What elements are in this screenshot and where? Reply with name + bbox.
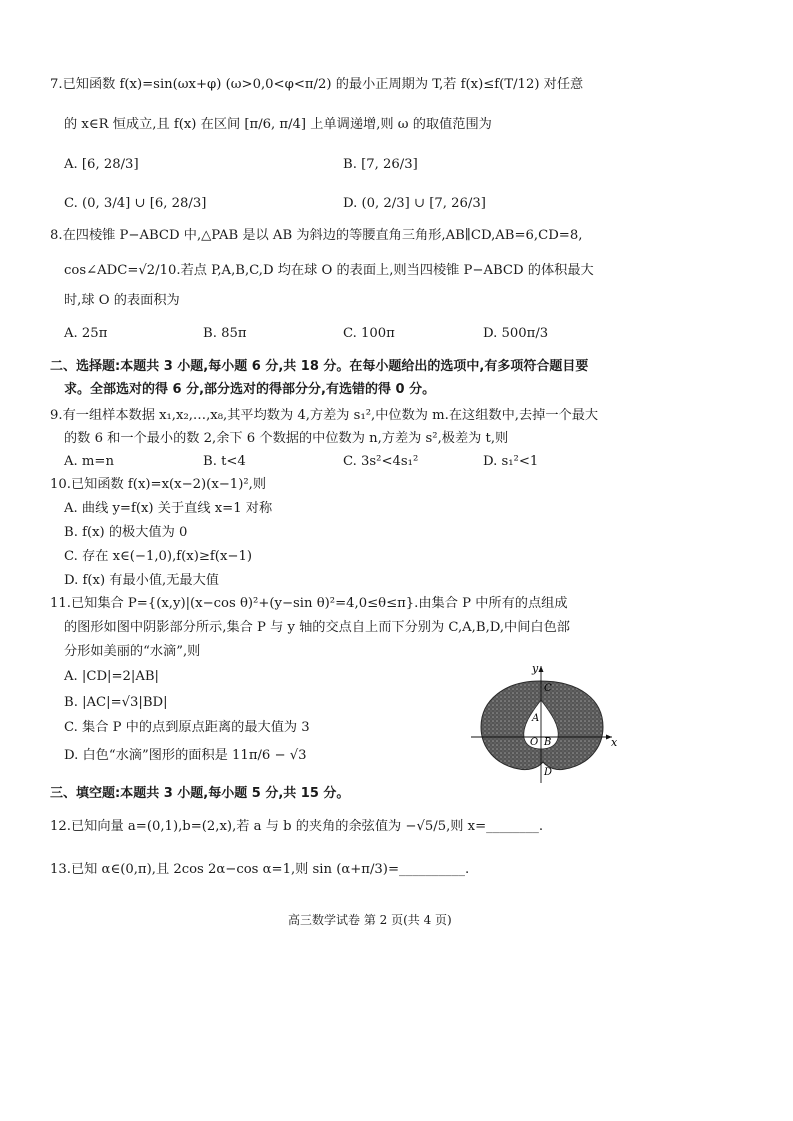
x-axis-label: x bbox=[611, 736, 618, 749]
q11-figure bbox=[466, 660, 621, 785]
q8-stem-line2: cos∠ADC=√2/10.若点 P,A,B,C,D 均在球 O 的表面上,则当四棱锥 P−ABCD 的体积最大 bbox=[64, 263, 594, 278]
q11-option-b: B. |AC|=√3|BD| bbox=[64, 695, 168, 710]
page-footer: 高三数学试卷 第 2 页(共 4 页) bbox=[288, 913, 452, 927]
q9-stem-line2: 的数 6 和一个最小的数 2,余下 6 个数据的中位数为 n,方差为 s²,极差为 t,则 bbox=[64, 431, 509, 446]
q8-stem-line1: 8.在四棱锥 P−ABCD 中,△PAB 是以 AB 为斜边的等腰直角三角形,AB∥CD,AB=6,CD=8, bbox=[50, 228, 583, 243]
q8-option-b: B. 85π bbox=[203, 326, 247, 341]
q8-option-a: A. 25π bbox=[64, 326, 108, 341]
q10-option-d: D. f(x) 有最小值,无最大值 bbox=[64, 573, 219, 588]
point-b-label: B bbox=[544, 737, 552, 748]
q8-option-d: D. 500π/3 bbox=[483, 326, 549, 341]
q9-option-d: D. s₁²<1 bbox=[483, 454, 539, 469]
q7-stem-line1: 7.已知函数 f(x)=sin(ωx+φ) (ω>0,0<φ<π/2) 的最小正周期为 T,若 f(x)≤f(T/12) 对任意 bbox=[50, 77, 584, 92]
point-c-label: C bbox=[544, 683, 552, 694]
q7-option-c: C. (0, 3/4] ∪ [6, 28/3] bbox=[64, 196, 207, 211]
q10-stem: 10.已知函数 f(x)=x(x−2)(x−1)²,则 bbox=[50, 477, 267, 492]
q7-stem-line2: 的 x∈R 恒成立,且 f(x) 在区间 [π/6, π/4] 上单调递增,则 ω 的取值范围为 bbox=[64, 117, 492, 132]
q10-option-a: A. 曲线 y=f(x) 关于直线 x=1 对称 bbox=[64, 501, 273, 516]
q8-stem-line3: 时,球 O 的表面积为 bbox=[64, 293, 180, 308]
q9-stem-line1: 9.有一组样本数据 x₁,x₂,…,x₈,其平均数为 4,方差为 s₁²,中位数为 m.在这组数中,去掉一个最大 bbox=[50, 408, 599, 423]
q11-option-d: D. 白色“水滴”图形的面积是 11π/6 − √3 bbox=[64, 748, 307, 763]
q7-option-a: A. [6, 28/3] bbox=[64, 157, 139, 172]
q7-option-d: D. (0, 2/3] ∪ [7, 26/3] bbox=[343, 196, 486, 211]
q10-option-b: B. f(x) 的极大值为 0 bbox=[64, 525, 188, 540]
section-3-heading: 三、填空题:本题共 3 小题,每小题 5 分,共 15 分。 bbox=[50, 786, 350, 801]
q9-option-b: B. t<4 bbox=[203, 454, 246, 469]
q7-option-b: B. [7, 26/3] bbox=[343, 157, 418, 172]
section-2-heading-line2: 求。全部选对的得 6 分,部分选对的得部分分,有选错的得 0 分。 bbox=[64, 382, 436, 397]
point-a-label: A bbox=[532, 713, 540, 724]
q11-stem-line2: 的图形如图中阴影部分所示,集合 P 与 y 轴的交点自上而下分别为 C,A,B,D,中间白色部 bbox=[64, 620, 570, 635]
point-d-label: D bbox=[544, 767, 553, 778]
y-axis-arrow bbox=[539, 666, 544, 672]
section-2-heading-line1: 二、选择题:本题共 3 小题,每小题 6 分,共 18 分。在每小题给出的选项中,有多项符合题目要 bbox=[50, 359, 589, 374]
q11-stem-line1: 11.已知集合 P={(x,y)|(x−cos θ)²+(y−sin θ)²=4,0≤θ≤π}.由集合 P 中所有的点组成 bbox=[50, 596, 568, 611]
q12-stem: 12.已知向量 a=(0,1),b=(2,x),若 a 与 b 的夹角的余弦值为 −√5/5,则 x=________. bbox=[50, 819, 544, 834]
q11-stem-line3: 分形如美丽的“水滴”,则 bbox=[64, 644, 201, 659]
q9-option-a: A. m=n bbox=[64, 454, 114, 469]
q13-stem: 13.已知 α∈(0,π),且 2cos 2α−cos α=1,则 sin (α+π/3)=__________. bbox=[50, 862, 470, 877]
origin-label: O bbox=[530, 737, 539, 748]
q11-option-c: C. 集合 P 中的点到原点距离的最大值为 3 bbox=[64, 720, 310, 735]
q9-option-c: C. 3s²<4s₁² bbox=[343, 454, 419, 469]
q8-option-c: C. 100π bbox=[343, 326, 395, 341]
y-axis-label: y bbox=[532, 662, 539, 675]
q10-option-c: C. 存在 x∈(−1,0),f(x)≥f(x−1) bbox=[64, 549, 252, 564]
q11-option-a: A. |CD|=2|AB| bbox=[64, 669, 159, 684]
